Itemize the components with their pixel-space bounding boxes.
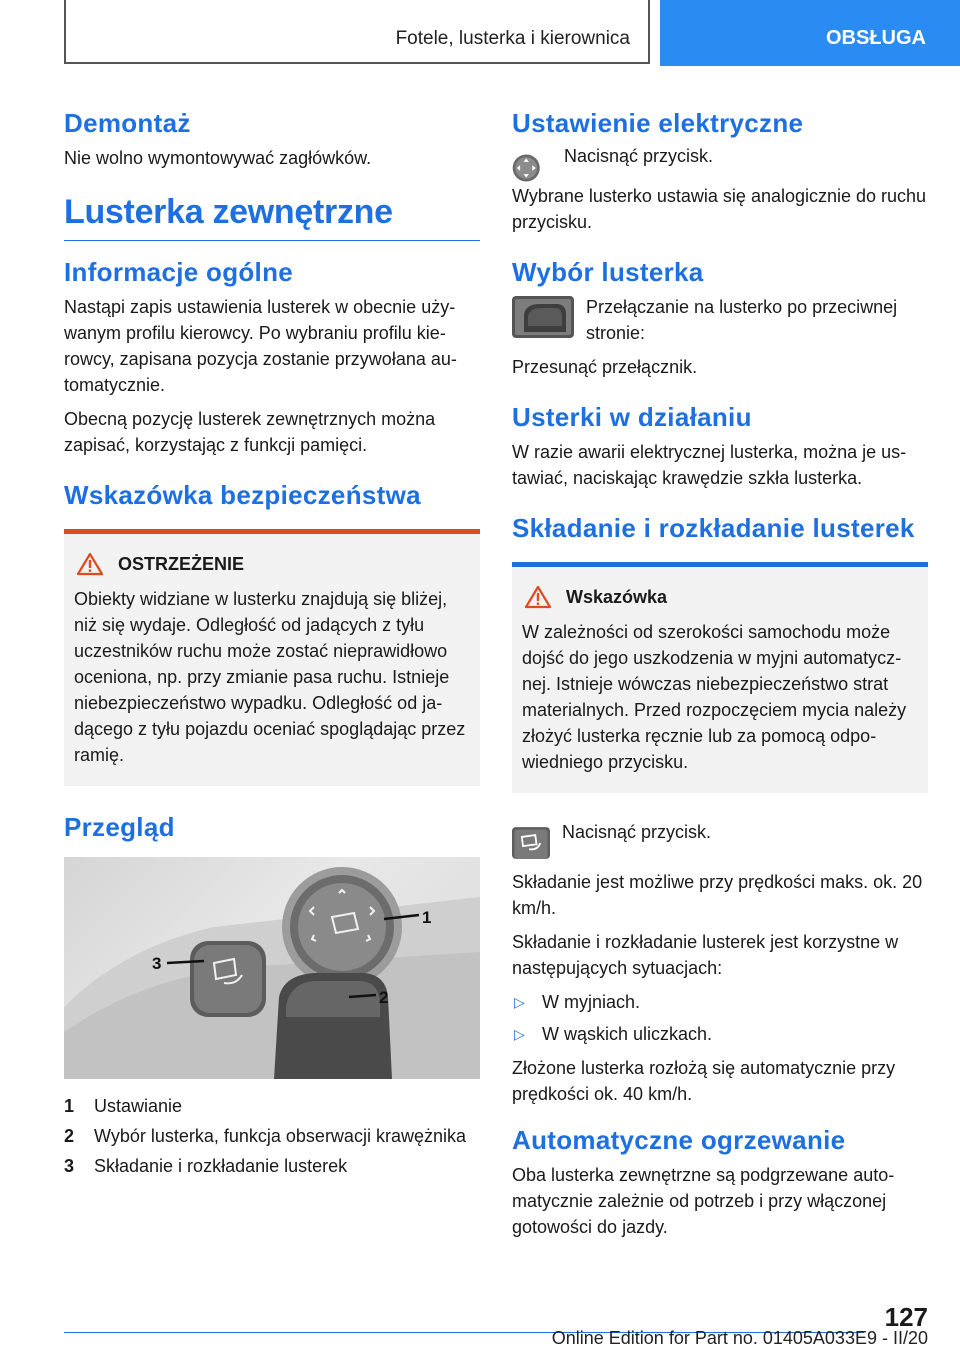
mirror-switch-icon <box>512 296 574 338</box>
demontaz-text: Nie wolno wymontowywać zagłówków. <box>64 148 372 168</box>
legend-item <box>64 1153 480 1179</box>
legend-item <box>64 1093 480 1119</box>
heading-electric-adjust: Ustawienie elektryczne <box>512 108 804 138</box>
triangle-bullet-icon: ▷ <box>514 1026 525 1042</box>
warning-title: OSTRZEŻENIE <box>118 553 245 574</box>
folding-p1: Składanie jest możliwe przy prędkości maks. ok. 20 km/h. <box>512 872 923 918</box>
warning-text: Obiekty widziane w lusterku znajdują się bliżej, niż się wydaje. Odległość od jadących z tyłu uczestników ruchu może zostać nieprawidłowo oceniona, np. przy zmianie pasa ruchu. Istnieje niebezpieczeństwo wypadku. Odległość od jadącego z tyłu pojazdu oceniać spoglądając przez ramię. <box>74 589 466 765</box>
folding-p2: Składanie i rozkładanie lusterek jest korzystne w następujących sytuacjach: <box>512 932 899 978</box>
callout-3: 3 <box>152 954 162 973</box>
list-item <box>512 1021 928 1047</box>
legend-item <box>64 1123 480 1149</box>
heading-folding: Składanie i rozkładanie lusterek <box>512 513 915 543</box>
left-column <box>64 100 480 1183</box>
legend-number: 1 <box>64 1096 75 1116</box>
mirror-controls-drawing <box>64 857 480 1079</box>
legend-text: Składanie i rozkładanie lusterek <box>94 1156 348 1176</box>
folding-bullets <box>512 989 928 1047</box>
chapter-tab[interactable]: OBSŁUGA <box>660 0 960 66</box>
folding-notice-title: Wskazówka <box>566 586 668 607</box>
heading-general-info: Informacje ogólne <box>64 257 294 287</box>
fold-button-row <box>512 819 928 859</box>
mirror-select-row <box>512 294 928 354</box>
legend-text: Wybór lusterka, funkcja obserwacji krawężnika <box>94 1126 466 1146</box>
heading-safety: Wskazówka bezpieczeństwa <box>64 480 421 510</box>
general-info-p1: Nastąpi zapis ustawienia lusterek w obecnie używanym profilu kierowcy. Po wybraniu profilu kierowcy, zapisana pozycja zostanie przywołana automatycznie. <box>64 297 457 395</box>
electric-adjust-p2: Wybrane lusterko ustawia się analogicznie do ruchu przycisku. <box>512 186 927 232</box>
callout-1: 1 <box>422 908 432 927</box>
heading-mirror-select: Wybór lusterka <box>512 257 704 287</box>
heading-faults: Usterki w działaniu <box>512 402 752 432</box>
page-number: 127 <box>884 1302 928 1332</box>
section-title: Fotele, lusterka i kierownica <box>395 28 630 49</box>
warning-triangle-icon <box>524 585 552 609</box>
legend-number: 2 <box>64 1126 75 1146</box>
overview-legend <box>64 1093 480 1179</box>
folding-notice <box>512 562 928 793</box>
list-item <box>512 989 928 1015</box>
warning-notice <box>64 529 480 786</box>
page-header <box>0 0 960 66</box>
folding-notice-text: W zależności od szerokości samochodu może dojść do jego uszkodzenia w myjni automatycznej. Istnieje wówczas niebezpieczeństwo strat materialnych. Przed rozpoczęciem mycia należy złożyć lusterka ręcznie lub za pomocą odpowiedniego przycisku. <box>522 622 907 772</box>
list-item-text: W wąskich uliczkach. <box>542 1024 713 1044</box>
main-title: Lusterka zewnętrzne <box>64 193 480 241</box>
warning-title-row <box>74 552 470 576</box>
legend-text: Ustawianie <box>94 1096 183 1116</box>
heading-heating: Automatyczne ogrzewanie <box>512 1125 846 1155</box>
list-item-text: W myjniach. <box>542 992 641 1012</box>
legend-number: 3 <box>64 1156 75 1176</box>
triangle-bullet-icon: ▷ <box>514 994 525 1010</box>
fold-button-p: Nacisnąć przycisk. <box>562 822 712 842</box>
heating-p1: Oba lusterka zewnętrzne są podgrzewane automatycznie zależnie od potrzeb i przy włączonej gotowości do jazdy. <box>512 1165 895 1237</box>
faults-p1: W razie awarii elektrycznej lusterka, można je ustawiać, naciskając krawędzie szkła lusterka. <box>512 442 907 488</box>
folding-notice-title-row <box>522 585 918 609</box>
folding-p3: Złożone lusterka rozłożą się automatycznie przy prędkości ok. 40 km/h. <box>512 1058 896 1104</box>
callout-2: 2 <box>379 988 389 1007</box>
general-info-p2: Obecną pozycję lusterek zewnętrznych można zapisać, korzystając z funkcji pamięci. <box>64 409 436 455</box>
mirror-select-p2: Przesunąć przełącznik. <box>512 357 698 377</box>
mirror-select-p1: Przełączanie na lusterko po przeciwnej stronie: <box>586 297 898 343</box>
heading-demontaz: Demontaż <box>64 108 191 138</box>
right-column <box>512 100 928 1248</box>
edition-text: Online Edition for Part no. 01405A033E9 - II/20 <box>551 1328 928 1348</box>
fold-button-icon <box>512 821 550 859</box>
mirror-controls-illustration <box>64 857 480 1079</box>
warning-triangle-icon <box>76 552 104 576</box>
heading-overview: Przegląd <box>64 812 175 842</box>
electric-adjust-p1: Nacisnąć przycisk. <box>564 146 714 166</box>
